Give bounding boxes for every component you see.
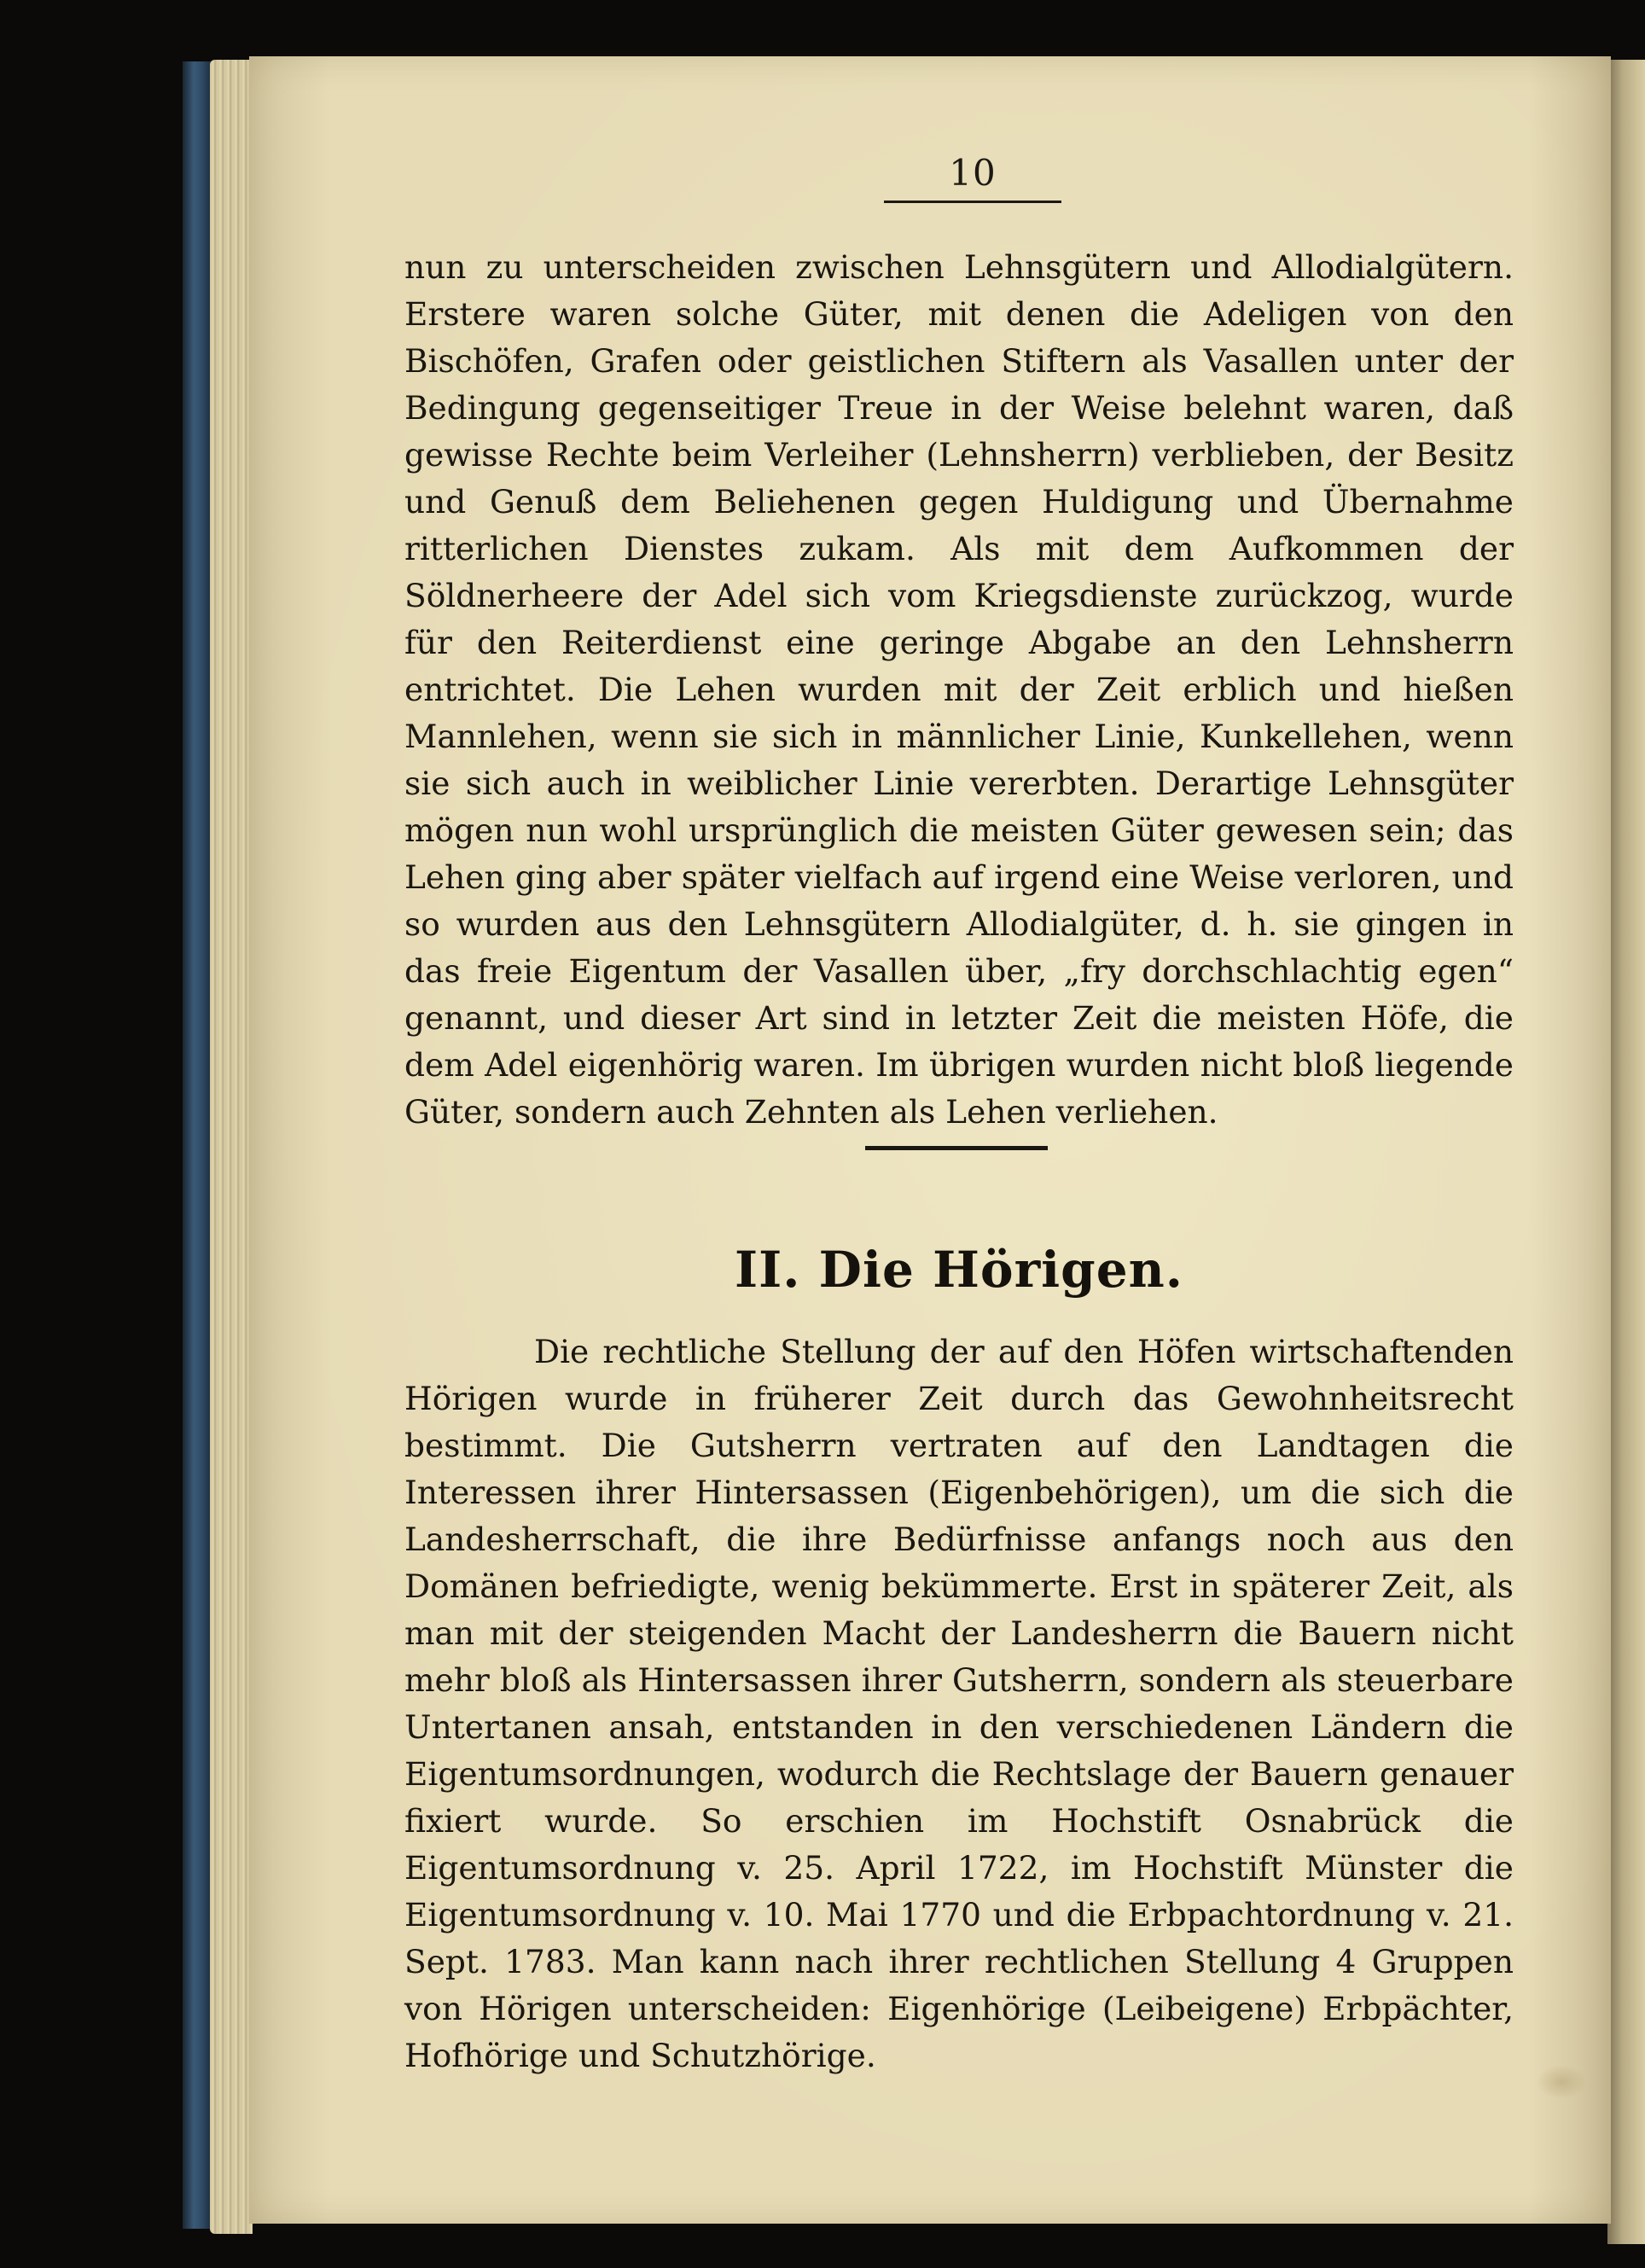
section-2-body [404, 1329, 1514, 2079]
page-number: 10 [949, 152, 997, 194]
section-1-body [404, 244, 1514, 1136]
paper-stain [1536, 2065, 1587, 2099]
section-1-paragraph: nun zu unterscheiden zwischen Lehnsgütern und Allodialgütern. Erstere waren solche Güter, mit denen die Adeligen von den Bischöfen, Grafen oder geistlichen Stiftern als Vasallen unter der Bedingung gegenseitiger Treue in der Weise belehnt waren, daß gewisse Rechte beim Verleiher (Lehnsherrn) verblieben, der Besitz und Genuß dem Beliehenen gegen Huldigung und Übernahme ritterlichen Dienstes zukam. Als mit dem Aufkommen der Söldnerheere der Adel sich vom Kriegsdienste zurückzog, wurde für den Reiterdienst eine geringe Abgabe an den Lehnsherrn entrichtet. Die Lehen wurden mit der Zeit erblich und hießen Mannlehen, wenn sie sich in männlicher Linie, Kunkellehen, wenn sie sich auch in weiblicher Linie vererbten. Derartige Lehnsgüter mögen nun wohl ursprünglich die meisten Güter gewesen sein; das Lehen ging aber später vielfach auf irgend eine Weise verloren, und so wurden aus den Lehnsgütern Allodialgüter, d. h. sie gingen in das freie Eigentum der Vasallen über, „fry dorchschlachtig egen“ genannt, und dieser Art sind in letzter Zeit die meisten Höfe, die dem Adel eigenhörig waren. Im übrigen wurden nicht bloß liegende Güter, sondern auch Zehnten als Lehen verliehen. [404, 248, 1514, 1131]
section-2-heading: II. Die Hörigen. [735, 1241, 1183, 1299]
section-divider [865, 1146, 1048, 1150]
facing-page-edge [1607, 60, 1645, 2244]
page-number-rule [884, 201, 1061, 203]
page-number-header [884, 152, 1061, 208]
section-2-paragraph: Die rechtliche Stellung der auf den Höfen wirtschaftenden Hörigen wurde in früherer Zeit durch das Gewohnheitsrecht bestimmt. Die Gutsherrn vertraten auf den Landtagen die Interessen ihrer Hintersassen (Eigenbehörigen), um die sich die Landesherrschaft, die ihre Bedürfnisse anfangs noch aus den Domänen befriedigte, wenig bekümmerte. Erst in späterer Zeit, als man mit der steigenden Macht der Landesherrn die Bauern nicht mehr bloß als Hintersassen ihrer Gutsherrn, sondern als steuerbare Untertanen ansah, entstanden in den verschiedenen Ländern die Eigentumsordnungen, wodurch die Rechtslage der Bauern genauer fixiert wurde. So erschien im Hochstift Osnabrück die Eigentumsordnung v. 25. April 1722, im Hochstift Münster die Eigentumsordnung v. 10. Mai 1770 und die Erbpachtordnung v. 21. Sept. 1783. Man kann nach ihrer rechtlichen Stellung 4 Gruppen von Hörigen unterscheiden: Eigenhörige (Leibeigene) Erbpächter, Hofhörige und Schutzhörige. [404, 1333, 1514, 2074]
page-edges [210, 60, 253, 2234]
